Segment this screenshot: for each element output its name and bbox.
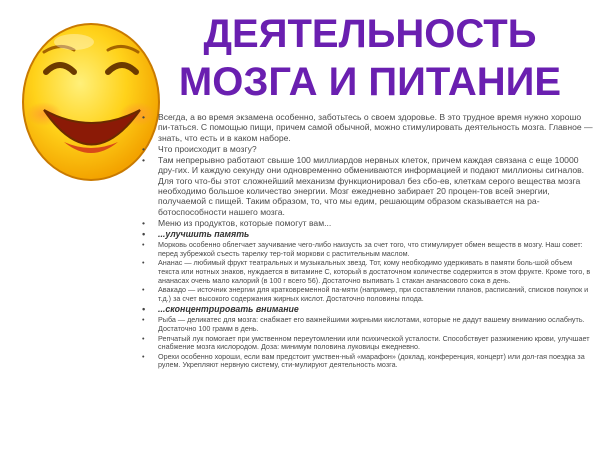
bullet-avocado: • Авакадо — источник энергии для кратковременной па-мяти (например, при составлении планов, расписаний, списков покупок и т.д.) за счет высокого содержания жирных кислот. Достаточно половины плода. xyxy=(140,286,595,303)
bullet-menu-intro: • Меню из продуктов, которые помогут вам... xyxy=(140,218,595,228)
bullet-question: • Что происходит в мозгу? xyxy=(140,144,595,154)
slide-title: ДЕЯТЕЛЬНОСТЬ МОЗГА И ПИТАНИЕ xyxy=(178,12,562,104)
section-heading-memory: • ...улучшить память xyxy=(140,229,595,240)
section-heading-attention: • ...сконцентрировать внимание xyxy=(140,304,595,315)
bullet-list xyxy=(140,112,595,371)
bullet-onion: • Репчатый лук помогает при умственном переутомлении или психической усталости. Способствует разжижению крови, улучшает снабжение мозга кислородом. Доза: минимум половина луковицы ежедневно. xyxy=(140,335,595,352)
bullet-intro: • Всегда, а во время экзамена особенно, заботьтесь о своем здоровье. В это трудное время нужно хорошо пи-таться. С помощью пищи, причем самой обычной, можно стимулировать деятельность мозга. Главное — знать, что есть и в каком наборе. xyxy=(140,112,595,143)
bullet-nuts: • Орехи особенно хороши, если вам предстоит умствен-ный «марафон» (доклад, конференция, концерт) или дол-гая поездка за рулем. Укрепляют нервную систему, сти-мулируют деятельность мозга. xyxy=(140,353,595,370)
bullet-pineapple: • Ананас — любимый фрукт театральных и музыкальных звезд. Тот, кому необходимо удерживать в памяти боль-шой объем текста или нотных знаков, нуждается в витамине С, который в достаточном количестве содержится в этом фрукте. Кроме того, в ананасах очень мало калорий (в 100 г всего 56). Достаточно выпивать 1 стакан ананасового сока в день. xyxy=(140,259,595,285)
bullet-brain-facts: • Там непрерывно работают свыше 100 миллиардов нервных клеток, причем каждая связана с еще 10000 дру-гих. И каждую секунду они одновременно обмениваются информацией и подают миллионы сигналов. Для того что-бы этот сложнейший механизм функционировал без сбо-ев, клеткам серого вещества мозга необходимо большое количество энергии. Мозг ежедневно забирает 20 процен-тов всей энергии, получаемой с пищей. Таким образом, то, что мы едим, решающим образом сказывается на ра-ботоспособности нашего мозга. xyxy=(140,155,595,217)
bullet-fish: • Рыба — деликатес для мозга: снабжает его важнейшими жирными кислотами, которые не дадут вашему вниманию ослабнуть. Достаточно 100 грамм в день. xyxy=(140,316,595,333)
bullet-carrot: • Морковь особенно облегчает заучивание чего-либо наизусть за счет того, что стимулирует обмен веществ в мозгу. Наш совет: перед зубрежкой съесть тарелку тер-той моркови с растительным маслом. xyxy=(140,241,595,258)
